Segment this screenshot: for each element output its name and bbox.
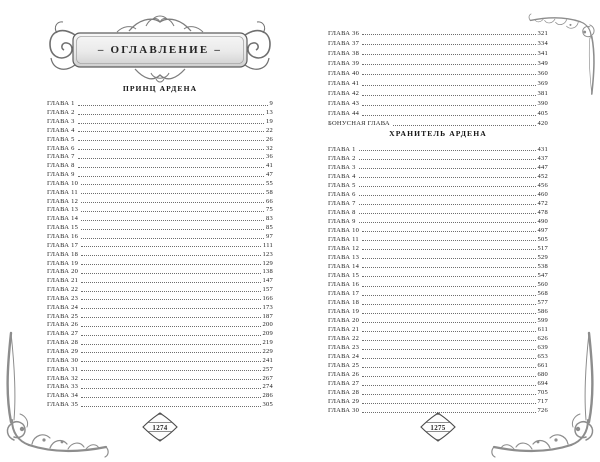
toc-entry[interactable] xyxy=(47,249,273,258)
chapter-page-number: 460 xyxy=(537,190,548,198)
chapter-label: ГЛАВА 20 xyxy=(328,317,360,325)
toc-entry[interactable] xyxy=(47,143,273,152)
dot-leader xyxy=(78,149,264,150)
page-number: 1274 xyxy=(152,423,168,432)
dot-leader xyxy=(81,326,260,327)
toc-entry[interactable] xyxy=(328,225,548,234)
chapter-label: ГЛАВА 20 xyxy=(47,268,79,276)
chapter-page-number: 694 xyxy=(537,380,548,388)
chapter-label: ГЛАВА 5 xyxy=(47,135,75,143)
chapter-label: ГЛАВА 4 xyxy=(47,126,75,134)
chapter-label: ГЛАВА 43 xyxy=(328,100,360,108)
chapter-label: ГЛАВА 23 xyxy=(328,344,360,352)
chapter-label: ГЛАВА 19 xyxy=(328,308,360,316)
dot-leader xyxy=(81,193,264,194)
flourish-ornament-bottom-right xyxy=(490,330,600,460)
dot-leader xyxy=(359,159,536,160)
chapter-label: ГЛАВА 25 xyxy=(328,362,360,370)
chapter-page-number: 611 xyxy=(537,326,548,334)
toc-entry[interactable] xyxy=(328,216,548,225)
chapter-label: ГЛАВА 18 xyxy=(47,250,79,258)
chapter-page-number: 274 xyxy=(262,383,273,391)
chapter-page-number: 334 xyxy=(537,39,548,47)
chapter-label: ГЛАВА 17 xyxy=(328,290,360,298)
page-number-badge-right xyxy=(419,412,457,442)
chapter-label: ГЛАВА 16 xyxy=(328,281,360,288)
chapter-page-number: 305 xyxy=(262,401,273,409)
chapter-page-number: 241 xyxy=(262,356,273,364)
chapter-label: ГЛАВА 1 xyxy=(328,145,356,153)
chapter-page-number: 341 xyxy=(537,49,548,57)
chapter-page-number: 26 xyxy=(266,135,273,143)
chapter-page-number: 653 xyxy=(537,353,548,361)
chapter-page-number: 257 xyxy=(262,365,273,373)
dot-leader xyxy=(362,85,535,86)
toc-entry[interactable] xyxy=(47,196,273,205)
chapter-label: ГЛАВА 10 xyxy=(328,226,360,234)
toc-entry[interactable] xyxy=(47,205,273,214)
chapter-label: ГЛАВА 14 xyxy=(47,215,79,223)
dot-leader xyxy=(362,295,535,296)
dot-leader xyxy=(359,222,536,223)
chapter-page-number: 200 xyxy=(262,321,273,329)
chapter-label: ГЛАВА 3 xyxy=(47,118,75,126)
toc-entry[interactable] xyxy=(47,99,273,108)
chapter-page-number: 577 xyxy=(537,299,548,307)
chapter-page-number: 529 xyxy=(537,253,548,261)
chapter-page-number: 36 xyxy=(266,153,273,161)
chapter-label: ГЛАВА 7 xyxy=(47,153,75,161)
chapter-page-number: 360 xyxy=(537,69,548,77)
chapter-label: ГЛАВА 1 xyxy=(47,100,75,108)
chapter-page-number: 209 xyxy=(262,330,273,338)
chapter-page-number: 13 xyxy=(266,109,273,117)
toc-entry[interactable] xyxy=(328,298,548,307)
chapter-label: ГЛАВА 31 xyxy=(47,365,79,373)
chapter-page-number: 447 xyxy=(537,163,548,171)
toc-entry[interactable] xyxy=(47,108,273,117)
toc-entry[interactable] xyxy=(328,243,548,252)
chapter-page-number: 111 xyxy=(262,241,273,249)
toc-entry[interactable] xyxy=(47,170,273,179)
toc-entry[interactable] xyxy=(47,187,273,196)
chapter-page-number: 157 xyxy=(262,286,273,294)
toc-entry[interactable] xyxy=(47,161,273,170)
toc-entry[interactable] xyxy=(328,289,548,298)
toc-entry[interactable] xyxy=(328,98,548,108)
toc-entry[interactable] xyxy=(47,285,273,294)
chapter-label: ГЛАВА 14 xyxy=(328,262,360,270)
page-number-badge-left xyxy=(141,412,179,442)
chapter-page-number: 83 xyxy=(266,215,273,223)
chapter-page-number: 349 xyxy=(537,59,548,67)
toc-entry[interactable] xyxy=(328,88,548,98)
dot-leader xyxy=(362,267,535,268)
toc-entry[interactable] xyxy=(328,307,548,316)
chapter-page-number: 680 xyxy=(537,371,548,379)
chapter-page-number: 32 xyxy=(266,144,273,152)
dot-leader xyxy=(362,313,535,314)
dot-leader xyxy=(362,249,535,250)
toc-entry[interactable] xyxy=(328,171,548,180)
chapter-page-number: 321 xyxy=(537,29,548,37)
chapter-label: ГЛАВА 38 xyxy=(328,49,360,57)
dot-leader xyxy=(81,184,264,185)
dot-leader xyxy=(362,44,535,45)
toc-entry[interactable] xyxy=(47,302,273,311)
dot-leader xyxy=(359,213,536,214)
dot-leader xyxy=(362,286,535,287)
chapter-label: ГЛАВА 8 xyxy=(328,208,356,216)
toc-entry[interactable] xyxy=(47,232,273,241)
dot-leader xyxy=(78,123,264,124)
chapter-label: БОНУСНАЯ ГЛАВА xyxy=(328,120,390,128)
chapter-page-number: 431 xyxy=(537,145,548,153)
chapter-label: ГЛАВА 9 xyxy=(328,217,356,225)
chapter-page-number: 726 xyxy=(537,407,548,415)
toc-entry[interactable] xyxy=(328,77,548,87)
toc-entry[interactable] xyxy=(47,276,273,285)
chapter-page-number: 547 xyxy=(537,271,548,279)
chapter-label: ГЛАВА 13 xyxy=(328,253,360,261)
chapter-page-number: 9 xyxy=(269,100,273,108)
chapter-page-number: 661 xyxy=(537,362,548,370)
page-number: 1275 xyxy=(430,423,446,432)
dot-leader xyxy=(362,64,535,65)
toc-entry[interactable] xyxy=(328,27,548,37)
chapter-label: ГЛАВА 13 xyxy=(47,206,79,214)
chapter-label: ГЛАВА 40 xyxy=(328,69,360,77)
dot-leader xyxy=(78,158,264,159)
toc-entry[interactable] xyxy=(328,144,548,153)
chapter-label: ГЛАВА 26 xyxy=(328,371,360,379)
toc-entry[interactable] xyxy=(328,108,548,118)
chapter-label: ГЛАВА 15 xyxy=(328,271,360,279)
chapter-label: ГЛАВА 6 xyxy=(47,144,75,152)
toc-entry[interactable] xyxy=(328,189,548,198)
chapter-page-number: 586 xyxy=(537,308,548,316)
toc-entry[interactable] xyxy=(328,47,548,57)
dot-leader xyxy=(81,238,264,239)
toc-entry[interactable] xyxy=(328,57,548,67)
chapter-page-number: 41 xyxy=(266,162,273,170)
chapter-label: ГЛАВА 35 xyxy=(47,401,79,409)
chapter-page-number: 219 xyxy=(262,339,273,347)
dot-leader xyxy=(362,276,535,277)
toc-entry[interactable] xyxy=(47,223,273,232)
dot-leader xyxy=(359,195,536,196)
chapter-page-number: 173 xyxy=(262,303,273,311)
chapter-label: ГЛАВА 5 xyxy=(328,181,356,189)
chapter-page-number: 497 xyxy=(537,226,548,234)
chapter-label: ГЛАВА 2 xyxy=(47,109,75,117)
chapter-label: ГЛАВА 28 xyxy=(328,389,360,397)
chapter-page-number: 286 xyxy=(262,392,273,400)
chapter-page-number: 390 xyxy=(537,100,548,108)
chapter-label: ГЛАВА 30 xyxy=(47,356,79,364)
dot-leader xyxy=(78,176,264,177)
toc-entry[interactable] xyxy=(47,134,273,143)
chapter-label: ГЛАВА 28 xyxy=(47,339,79,347)
dot-leader xyxy=(81,264,260,265)
toc-entry[interactable] xyxy=(47,267,273,276)
chapter-label: ГЛАВА 25 xyxy=(47,312,79,320)
toc-banner xyxy=(47,13,273,87)
toc-list-prince-ardena-continued xyxy=(328,27,548,128)
chapter-page-number: 166 xyxy=(262,294,273,302)
chapter-page-number: 55 xyxy=(266,179,273,187)
chapter-label: ГЛАВА 17 xyxy=(47,241,79,249)
chapter-label: ГЛАВА 3 xyxy=(328,163,356,171)
chapter-label: ГЛАВА 21 xyxy=(47,277,79,285)
dot-leader xyxy=(78,131,264,132)
dot-leader xyxy=(362,258,535,259)
toc-entry[interactable] xyxy=(328,279,548,288)
chapter-page-number: 639 xyxy=(537,344,548,352)
chapter-label: ГЛАВА 15 xyxy=(47,224,79,232)
chapter-page-number: 267 xyxy=(262,374,273,382)
chapter-label: ГЛАВА 39 xyxy=(328,59,360,67)
toc-entry[interactable] xyxy=(47,294,273,303)
chapter-page-number: 66 xyxy=(266,197,273,205)
dot-leader xyxy=(362,304,535,305)
chapter-label: ГЛАВА 19 xyxy=(47,259,79,267)
chapter-page-number: 705 xyxy=(537,389,548,397)
chapter-page-number: 456 xyxy=(537,181,548,189)
dot-leader xyxy=(393,125,536,126)
dot-leader xyxy=(81,317,260,318)
chapter-page-number: 381 xyxy=(537,90,548,98)
chapter-label: ГЛАВА 37 xyxy=(328,39,360,47)
toc-entry[interactable] xyxy=(47,311,273,320)
dot-leader xyxy=(362,34,535,35)
chapter-page-number: 147 xyxy=(262,277,273,285)
chapter-label: ГЛАВА 23 xyxy=(47,294,79,302)
chapter-label: ГЛАВА 12 xyxy=(47,197,79,205)
flourish-ornament-top-right xyxy=(527,12,600,96)
chapter-label: ГЛАВА 32 xyxy=(47,374,79,382)
toc-entry[interactable] xyxy=(328,67,548,77)
section-title-hranitel-ardena: ХРАНИТЕЛЬ АРДЕНА xyxy=(389,129,487,138)
dot-leader xyxy=(81,202,264,203)
chapter-page-number: 19 xyxy=(266,118,273,126)
dot-leader xyxy=(81,273,260,274)
chapter-label: ГЛАВА 44 xyxy=(328,110,360,118)
chapter-page-number: 22 xyxy=(266,126,273,134)
chapter-label: ГЛАВА 42 xyxy=(328,90,360,98)
chapter-page-number: 187 xyxy=(262,312,273,320)
chapter-label: ГЛАВА 18 xyxy=(328,299,360,307)
chapter-label: ГЛАВА 22 xyxy=(328,335,360,343)
chapter-page-number: 420 xyxy=(537,120,548,128)
dot-leader xyxy=(362,322,535,323)
toc-entry[interactable] xyxy=(328,180,548,189)
chapter-page-number: 123 xyxy=(262,250,273,258)
chapter-page-number: 369 xyxy=(537,80,548,88)
dot-leader xyxy=(81,299,260,300)
chapter-page-number: 437 xyxy=(537,154,548,162)
chapter-label: ГЛАВА 22 xyxy=(47,286,79,294)
toc-entry[interactable] xyxy=(328,162,548,171)
chapter-page-number: 599 xyxy=(537,317,548,325)
dot-leader xyxy=(362,74,535,75)
chapter-label: ГЛАВА 11 xyxy=(47,188,78,196)
dot-leader xyxy=(81,246,261,247)
flourish-ornament-bottom-left xyxy=(0,330,110,460)
toc-entry[interactable] xyxy=(47,179,273,188)
toc-entry[interactable] xyxy=(47,117,273,126)
toc-entry[interactable] xyxy=(328,198,548,207)
dot-leader xyxy=(362,231,535,232)
toc-entry[interactable] xyxy=(47,258,273,267)
section-title-prince-ardena: ПРИНЦ АРДЕНА xyxy=(122,84,198,93)
chapter-page-number: 138 xyxy=(262,268,273,276)
dot-leader xyxy=(362,95,535,96)
dot-leader xyxy=(81,291,260,292)
chapter-page-number: 560 xyxy=(537,281,548,288)
dot-leader xyxy=(78,105,268,106)
dot-leader xyxy=(81,255,260,256)
toc-entry[interactable] xyxy=(47,152,273,161)
chapter-label: ГЛАВА 2 xyxy=(328,154,356,162)
chapter-label: ГЛАВА 33 xyxy=(47,383,79,391)
chapter-label: ГЛАВА 29 xyxy=(47,347,79,355)
chapter-page-number: 505 xyxy=(537,235,548,243)
chapter-page-number: 58 xyxy=(266,188,273,196)
chapter-label: ГЛАВА 30 xyxy=(328,407,360,415)
chapter-page-number: 75 xyxy=(266,206,273,214)
toc-entry[interactable] xyxy=(47,214,273,223)
dot-leader xyxy=(359,177,536,178)
chapter-page-number: 472 xyxy=(537,199,548,207)
chapter-page-number: 405 xyxy=(537,110,548,118)
toc-entry[interactable] xyxy=(328,118,548,128)
toc-entry[interactable] xyxy=(328,252,548,261)
dot-leader xyxy=(362,115,535,116)
chapter-page-number: 85 xyxy=(266,224,273,232)
dot-leader xyxy=(359,204,536,205)
chapter-page-number: 568 xyxy=(537,290,548,298)
dot-leader xyxy=(81,211,264,212)
dot-leader xyxy=(359,168,536,169)
chapter-page-number: 490 xyxy=(537,217,548,225)
chapter-label: ГЛАВА 4 xyxy=(328,172,356,180)
chapter-label: ГЛАВА 12 xyxy=(328,244,360,252)
toc-entry[interactable] xyxy=(47,126,273,135)
chapter-label: ГЛАВА 36 xyxy=(328,29,360,37)
toc-entry[interactable] xyxy=(328,207,548,216)
chapter-page-number: 47 xyxy=(266,171,273,179)
chapter-label: ГЛАВА 41 xyxy=(328,80,360,88)
toc-entry[interactable] xyxy=(328,234,548,243)
chapter-label: ГЛАВА 6 xyxy=(328,190,356,198)
chapter-label: ГЛАВА 10 xyxy=(47,179,79,187)
dot-leader xyxy=(81,229,264,230)
dot-leader xyxy=(81,220,264,221)
toc-entry[interactable] xyxy=(47,320,273,329)
chapter-page-number: 229 xyxy=(262,347,273,355)
dot-leader xyxy=(81,282,260,283)
dot-leader xyxy=(78,114,264,115)
chapter-page-number: 97 xyxy=(266,233,273,240)
chapter-page-number: 452 xyxy=(537,172,548,180)
chapter-label: ГЛАВА 26 xyxy=(47,321,79,329)
dot-leader xyxy=(362,240,536,241)
dot-leader xyxy=(359,150,536,151)
chapter-page-number: 129 xyxy=(262,259,273,267)
chapter-page-number: 478 xyxy=(537,208,548,216)
chapter-label: ГЛАВА 16 xyxy=(47,233,79,240)
toc-entry[interactable] xyxy=(328,270,548,279)
chapter-label: ГЛАВА 27 xyxy=(328,380,360,388)
toc-entry[interactable] xyxy=(47,241,273,250)
chapter-label: ГЛАВА 9 xyxy=(47,171,75,179)
toc-entry[interactable] xyxy=(328,153,548,162)
dot-leader xyxy=(81,308,260,309)
chapter-page-number: 717 xyxy=(537,398,548,406)
page-title: – ОГЛАВЛЕНИЕ – xyxy=(97,44,223,56)
toc-entry[interactable] xyxy=(328,261,548,270)
chapter-label: ГЛАВА 27 xyxy=(47,330,79,338)
dot-leader xyxy=(78,140,264,141)
dot-leader xyxy=(359,186,536,187)
chapter-label: ГЛАВА 24 xyxy=(328,353,360,361)
chapter-label: ГЛАВА 34 xyxy=(47,392,79,400)
chapter-label: ГЛАВА 24 xyxy=(47,303,79,311)
chapter-label: ГЛАВА 29 xyxy=(328,398,360,406)
dot-leader xyxy=(362,105,535,106)
toc-entry[interactable] xyxy=(328,316,548,325)
chapter-label: ГЛАВА 8 xyxy=(47,162,75,170)
dot-leader xyxy=(362,54,535,55)
chapter-label: ГЛАВА 21 xyxy=(328,326,360,334)
toc-entry[interactable] xyxy=(328,37,548,47)
chapter-label: ГЛАВА 11 xyxy=(328,235,359,243)
chapter-page-number: 517 xyxy=(537,244,548,252)
chapter-page-number: 538 xyxy=(537,262,548,270)
dot-leader xyxy=(78,167,264,168)
chapter-label: ГЛАВА 7 xyxy=(328,199,356,207)
chapter-page-number: 626 xyxy=(537,335,548,343)
